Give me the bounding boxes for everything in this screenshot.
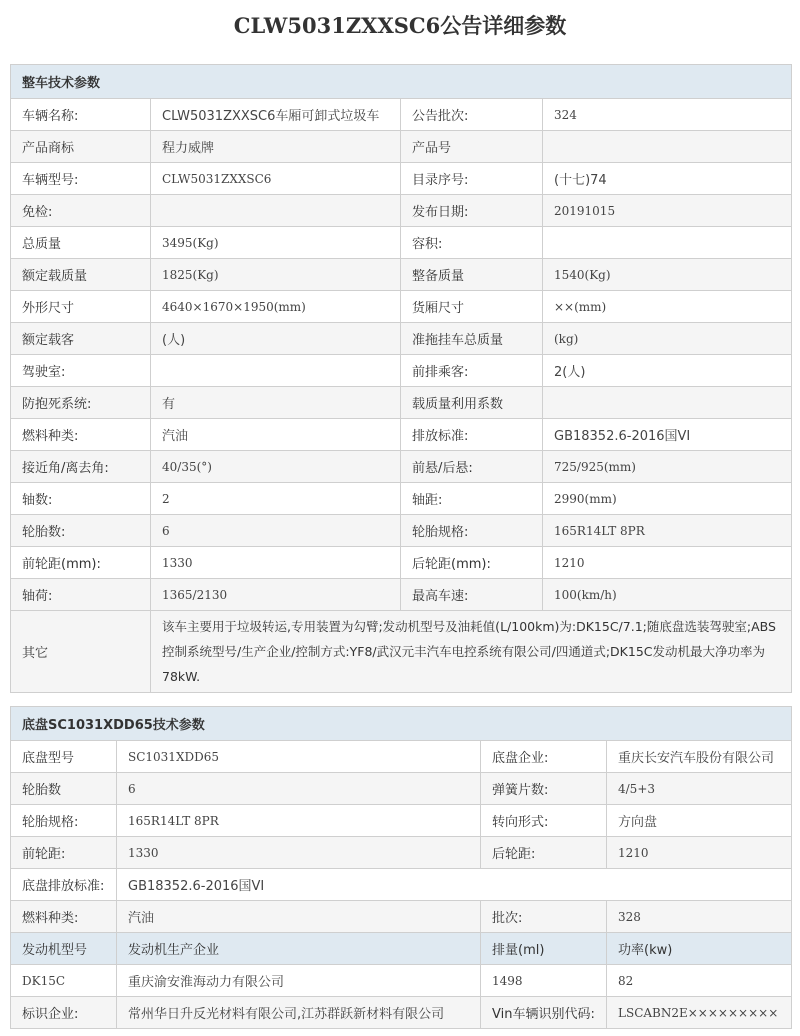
param-label: DK15C (11, 965, 117, 997)
param-label: 总质量 (11, 227, 151, 259)
param-label: 最高车速: (401, 579, 543, 611)
table-row (11, 195, 792, 227)
vehicle-params-table (10, 64, 792, 693)
param-value: 重庆渝安淮海动力有限公司 (117, 965, 481, 997)
param-label: 1498 (481, 965, 607, 997)
param-label: 驾驶室: (11, 355, 151, 387)
engine-header-row (11, 933, 792, 965)
param-label: 容积: (401, 227, 543, 259)
param-value: 1330 (151, 547, 401, 579)
table-row (11, 741, 792, 773)
param-label: 燃料种类: (11, 901, 117, 933)
table-row (11, 387, 792, 419)
param-value: 324 (543, 99, 792, 131)
param-value: (十七)74 (543, 163, 792, 195)
table-row (11, 483, 792, 515)
param-value: 4/5+3 (607, 773, 792, 805)
param-label: 底盘企业: (481, 741, 607, 773)
param-label: 防抱死系统: (11, 387, 151, 419)
param-value: 2990(mm) (543, 483, 792, 515)
param-value: 1540(Kg) (543, 259, 792, 291)
param-label: 前悬/后悬: (401, 451, 543, 483)
param-value: 1210 (607, 837, 792, 869)
param-value (543, 131, 792, 163)
vehicle-section-header: 整车技术参数 (11, 65, 792, 99)
param-value: LSCABN2E××××××××× (607, 997, 792, 1029)
engine-row (11, 965, 792, 997)
param-label: 轮胎数 (11, 773, 117, 805)
param-label: 标识企业: (11, 997, 117, 1029)
param-value (151, 195, 401, 227)
table-row (11, 579, 792, 611)
param-value: 40/35(°) (151, 451, 401, 483)
param-label: 免检: (11, 195, 151, 227)
other-text: 该车主要用于垃圾转运,专用装置为勾臂;发动机型号及油耗值(L/100km)为:DK15C/7.1;随底盘选装驾驶室;ABS控制系统型号/生产企业/控制方式:YF8/武汉元丰汽车电控系统有限公司/四通道式;DK15C发动机最大净功率为78kW. (151, 611, 792, 693)
param-label: 前轮距: (11, 837, 117, 869)
param-label: 整备质量 (401, 259, 543, 291)
param-label: 目录序号: (401, 163, 543, 195)
table-row (11, 291, 792, 323)
param-value: SC1031XDD65 (117, 741, 481, 773)
param-value (543, 387, 792, 419)
param-label: 轮胎规格: (11, 805, 117, 837)
param-value: 常州华日升反光材料有限公司,江苏群跃新材料有限公司 (117, 997, 481, 1029)
table-row (11, 451, 792, 483)
param-label: 批次: (481, 901, 607, 933)
param-label: 接近角/离去角: (11, 451, 151, 483)
table-row (11, 163, 792, 195)
table-row (11, 323, 792, 355)
table-row (11, 131, 792, 163)
page-title: CLW5031ZXXSC6公告详细参数 (233, 13, 567, 38)
param-value: 1365/2130 (151, 579, 401, 611)
param-value: 1330 (117, 837, 481, 869)
param-value: 165R14LT 8PR (117, 805, 481, 837)
param-value: CLW5031ZXXSC6车厢可卸式垃圾车 (151, 99, 401, 131)
param-label: 前轮距(mm): (11, 547, 151, 579)
param-value: 20191015 (543, 195, 792, 227)
table-row (11, 259, 792, 291)
engine-column-header: 发动机生产企业 (117, 933, 481, 965)
param-label: 底盘型号 (11, 741, 117, 773)
param-label: 产品号 (401, 131, 543, 163)
param-value: (人) (151, 323, 401, 355)
param-label: 货厢尺寸 (401, 291, 543, 323)
param-label: 公告批次: (401, 99, 543, 131)
param-value: 165R14LT 8PR (543, 515, 792, 547)
param-value: 3495(Kg) (151, 227, 401, 259)
param-label: 产品商标 (11, 131, 151, 163)
param-label: 准拖挂车总质量 (401, 323, 543, 355)
param-label: 排放标准: (401, 419, 543, 451)
param-label: 前排乘客: (401, 355, 543, 387)
param-value: 2(人) (543, 355, 792, 387)
other-label: 其它 (11, 611, 151, 693)
chassis-section-header: 底盘SC1031XDD65技术参数 (11, 707, 792, 741)
param-value: 6 (151, 515, 401, 547)
param-value (543, 227, 792, 259)
param-value: 82 (607, 965, 792, 997)
param-label: 轮胎规格: (401, 515, 543, 547)
param-label: 轮胎数: (11, 515, 151, 547)
table-row (11, 805, 792, 837)
table-row (11, 355, 792, 387)
param-value: ××(mm) (543, 291, 792, 323)
param-value: 6 (117, 773, 481, 805)
param-value: 328 (607, 901, 792, 933)
param-label: 轴距: (401, 483, 543, 515)
param-value: 重庆长安汽车股份有限公司 (607, 741, 792, 773)
table-row (11, 515, 792, 547)
param-label: Vin车辆识别代码: (481, 997, 607, 1029)
param-value: GB18352.6-2016国VI (117, 869, 792, 901)
param-label: 发布日期: (401, 195, 543, 227)
param-label: 轴数: (11, 483, 151, 515)
param-label: 弹簧片数: (481, 773, 607, 805)
param-value: 程力威牌 (151, 131, 401, 163)
param-value: 汽油 (117, 901, 481, 933)
table-row-other (11, 611, 792, 693)
table-row (11, 547, 792, 579)
param-label: 底盘排放标准: (11, 869, 117, 901)
chassis-params-table (10, 706, 792, 1029)
param-value: 1210 (543, 547, 792, 579)
engine-column-header: 排量(ml) (481, 933, 607, 965)
param-value: 2 (151, 483, 401, 515)
param-label: 后轮距(mm): (401, 547, 543, 579)
table-row (11, 227, 792, 259)
param-label: 轴荷: (11, 579, 151, 611)
param-value: 汽油 (151, 419, 401, 451)
param-label: 载质量利用系数 (401, 387, 543, 419)
param-label: 燃料种类: (11, 419, 151, 451)
table-row (11, 773, 792, 805)
param-value: GB18352.6-2016国VI (543, 419, 792, 451)
param-value: 100(km/h) (543, 579, 792, 611)
table-row (11, 837, 792, 869)
param-label: 车辆型号: (11, 163, 151, 195)
param-label: 外形尺寸 (11, 291, 151, 323)
param-label: 车辆名称: (11, 99, 151, 131)
table-row-fuel (11, 901, 792, 933)
table-row (11, 99, 792, 131)
param-label: 额定载质量 (11, 259, 151, 291)
param-label: 额定载客 (11, 323, 151, 355)
label-row (11, 997, 792, 1029)
table-row-emission (11, 869, 792, 901)
param-label: 转向形式: (481, 805, 607, 837)
engine-column-header: 功率(kw) (607, 933, 792, 965)
table-row (11, 419, 792, 451)
param-label: 后轮距: (481, 837, 607, 869)
param-value: 4640×1670×1950(mm) (151, 291, 401, 323)
engine-column-header: 发动机型号 (11, 933, 117, 965)
param-value: 1825(Kg) (151, 259, 401, 291)
param-value: (kg) (543, 323, 792, 355)
param-value (151, 355, 401, 387)
param-value: 725/925(mm) (543, 451, 792, 483)
param-value: 方向盘 (607, 805, 792, 837)
param-value: CLW5031ZXXSC6 (151, 163, 401, 195)
param-value: 有 (151, 387, 401, 419)
